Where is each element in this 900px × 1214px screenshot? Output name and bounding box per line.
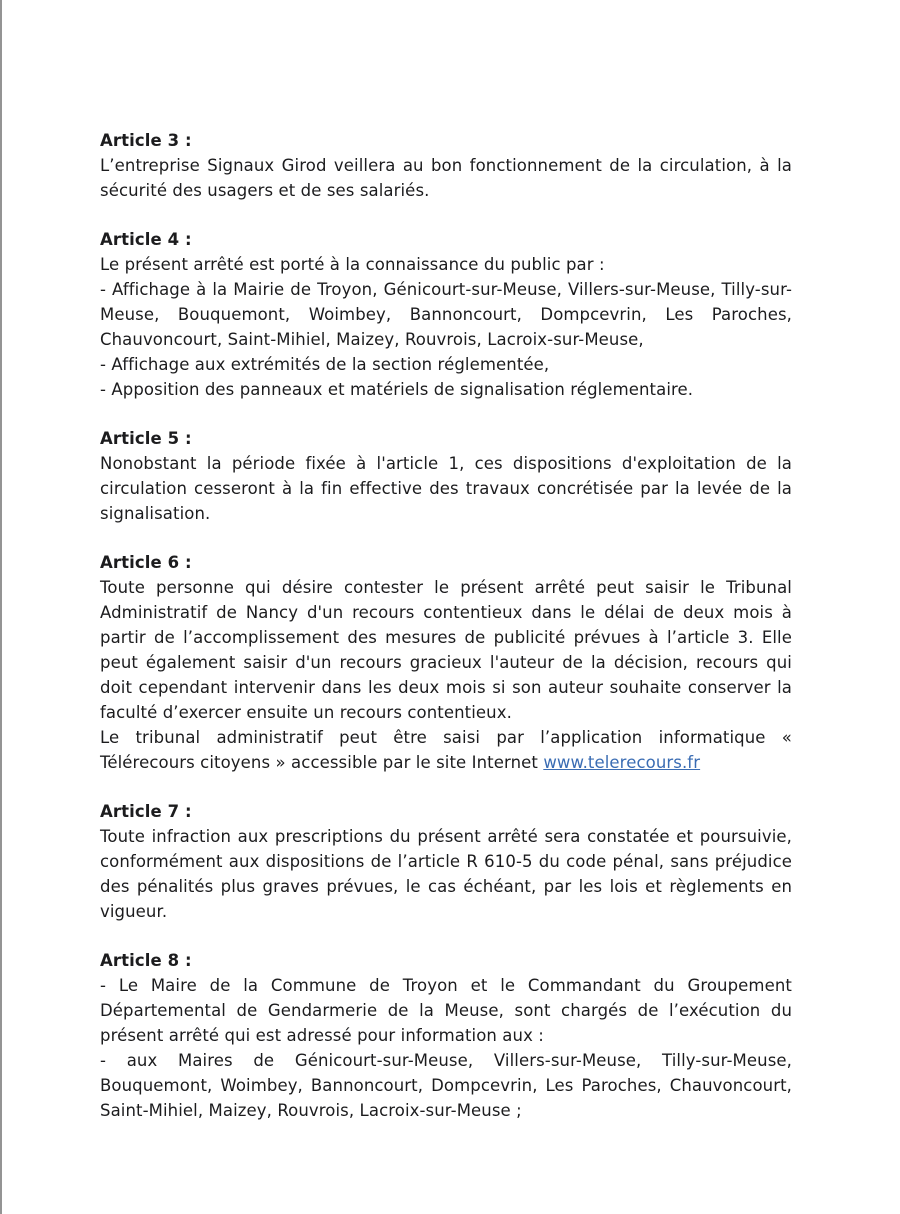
scan-edge-line [0, 0, 2, 1214]
article-paragraph [100, 377, 792, 402]
paragraph-text: - Affichage à la Mairie de Troyon, Génicourt-sur-Meuse, Villers-sur-Meuse, Tilly-sur-Meuse, Bouquemont, Woimbey, Bannoncourt, Dompcevrin, Les Paroches, Chauvoncourt, Saint-Mihiel, Maizey, Rouvrois, Lacroix-sur-Meuse, [100, 280, 792, 349]
article-paragraph [100, 575, 792, 725]
paragraph-text: - aux Maires de Génicourt-sur-Meuse, Villers-sur-Meuse, Tilly-sur-Meuse, Bouquemont, Woimbey, Bannoncourt, Dompcevrin, Les Paroches, Chauvoncourt, Saint-Mihiel, Maizey, Rouvrois, Lacroix-sur-Meuse ; [100, 1051, 792, 1120]
article-heading: Article 6 : [100, 553, 192, 572]
article-paragraph [100, 725, 792, 775]
article-paragraph [100, 451, 792, 526]
article-paragraph [100, 1048, 792, 1123]
paragraph-text: Le présent arrêté est porté à la connaissance du public par : [100, 255, 605, 274]
article-heading: Article 7 : [100, 802, 192, 821]
article-heading: Article 4 : [100, 230, 192, 249]
article-section [100, 799, 792, 924]
article-paragraph [100, 973, 792, 1048]
paragraph-text: - Affichage aux extrémités de la section réglementée, [100, 355, 550, 374]
article-section [100, 128, 792, 203]
article-paragraph [100, 352, 792, 377]
article-paragraph [100, 153, 792, 203]
paragraph-text: - Apposition des panneaux et matériels de signalisation réglementaire. [100, 380, 694, 399]
article-heading: Article 8 : [100, 951, 192, 970]
article-section [100, 426, 792, 526]
paragraph-text: Le tribunal administratif peut être saisi par l’application informatique « Télérecours citoyens » accessible par le site Internet [100, 728, 792, 772]
paragraph-text: L’entreprise Signaux Girod veillera au bon fonctionnement de la circulation, à la sécurité des usagers et de ses salariés. [100, 156, 792, 200]
article-paragraph [100, 277, 792, 352]
paragraph-text: Nonobstant la période fixée à l'article 1, ces dispositions d'exploitation de la circulation cesseront à la fin effective des travaux concrétisée par la levée de la signalisation. [100, 454, 792, 523]
article-paragraph [100, 252, 792, 277]
telerecours-link[interactable]: www.telerecours.fr [543, 753, 701, 772]
document-content [100, 128, 792, 1147]
paragraph-text: Toute infraction aux prescriptions du présent arrêté sera constatée et poursuivie, conformément aux dispositions de l’article R 610-5 du code pénal, sans préjudice des pénalités plus graves prévues, le cas échéant, par les lois et règlements en vigueur. [100, 827, 792, 921]
article-heading: Article 5 : [100, 429, 192, 448]
article-heading: Article 3 : [100, 131, 192, 150]
paragraph-text: - Le Maire de la Commune de Troyon et le Commandant du Groupement Départemental de Gendarmerie de la Meuse, sont chargés de l’exécution du présent arrêté qui est adressé pour information aux : [100, 976, 792, 1045]
article-paragraph [100, 824, 792, 924]
article-section [100, 550, 792, 775]
paragraph-text: Toute personne qui désire contester le présent arrêté peut saisir le Tribunal Administratif de Nancy d'un recours contentieux dans le délai de deux mois à partir de l’accomplissement des mesures de publicité prévues à l’article 3. Elle peut également saisir d'un recours gracieux l'auteur de la décision, recours qui doit cependant intervenir dans les deux mois si son auteur souhaite conserver la faculté d’exercer ensuite un recours contentieux. [100, 578, 792, 722]
article-section [100, 227, 792, 402]
article-section [100, 948, 792, 1123]
